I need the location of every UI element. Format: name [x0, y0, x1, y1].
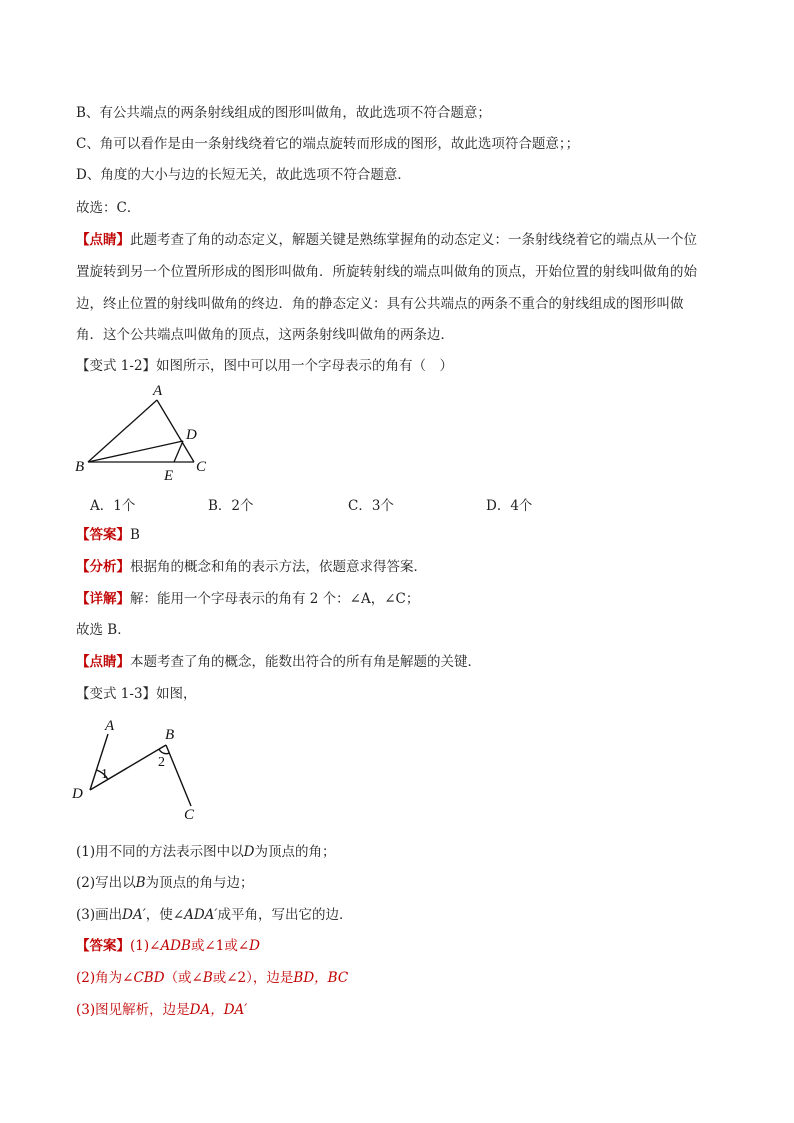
segment-bd	[88, 441, 183, 462]
option-b[interactable]: B．2个	[208, 498, 254, 514]
a2-var2: B	[202, 970, 213, 986]
options-row	[90, 494, 650, 514]
dianjing-text: 本题考查了角的概念，能数出符合的所有角是解题的关键．	[130, 654, 481, 670]
label-c: C	[196, 459, 207, 475]
option-c[interactable]: C．3个	[348, 498, 394, 514]
q2-var: B	[135, 875, 146, 891]
analysis-text: 根据角的概念和角的表示方法，依题意求得答案．	[130, 559, 427, 575]
answer-1	[76, 936, 260, 956]
segment-de	[174, 441, 183, 462]
dianjing-1-line-2: 置旋转到另一个位置所形成的图形叫做角．所旋转射线的端点叫做角的顶点，开始位置的射线叫做角的始	[76, 264, 697, 280]
a3-pre: (3)图见解析，边是	[76, 1002, 190, 1018]
q2-text: (2)写出以	[76, 875, 136, 891]
answer-line	[76, 525, 140, 545]
triangle-figure	[70, 378, 220, 488]
label-b: B	[165, 727, 175, 743]
variant-tag: 【变式 1-3】	[76, 686, 157, 702]
dianjing-2-line	[76, 652, 481, 672]
variant-1-3-question	[76, 684, 197, 704]
dianjing-1-line-1	[76, 230, 697, 250]
a2-mid: （或∠	[164, 970, 203, 986]
a3-var: DA，DA′	[189, 1002, 248, 1018]
ray-bc	[166, 745, 191, 806]
a2-pre: (2)角为∠	[76, 970, 134, 986]
a1-var: ADB	[160, 938, 191, 954]
answer-value: B	[130, 527, 140, 543]
label-angle-1: 1	[101, 767, 108, 782]
dianjing-tag: 【点睛】	[76, 232, 130, 248]
q1-var: D	[243, 844, 255, 860]
choose-line: 故选：C．	[76, 200, 141, 216]
label-d: D	[72, 786, 83, 802]
dianjing-text: 此题考查了角的动态定义，解题关键是熟练掌握角的动态定义：一条射线绕着它的端点从一个位	[130, 232, 697, 248]
q1-text: (1)用不同的方法表示图中以	[76, 844, 244, 860]
label-a: A	[105, 718, 115, 734]
answer-tag: 【答案】	[76, 938, 130, 954]
answer-2	[76, 968, 348, 988]
dianjing-1-line-3: 边，终止位置的射线叫做角的终边．角的静态定义：具有公共端点的两条不重合的射线组成的图形叫做	[76, 296, 684, 312]
q1-end: 为顶点的角；	[254, 844, 336, 860]
option-c-explanation: C、角可以看作是由一条射线绕着它的端点旋转而形成的图形，故此选项符合题意；；	[76, 136, 580, 152]
label-a: A	[153, 383, 163, 399]
question-3	[76, 905, 352, 925]
a2-var3: BD，BC	[293, 970, 349, 986]
detail-line	[76, 589, 419, 609]
option-d[interactable]: D．4个	[486, 498, 533, 514]
label-d: D	[186, 427, 197, 443]
dianjing-tag: 【点睛】	[76, 654, 130, 670]
question-1	[76, 842, 335, 862]
variant-tag: 【变式 1-2】	[76, 358, 157, 374]
analysis-tag: 【分析】	[76, 559, 130, 575]
q3-text: (3)画出	[76, 907, 123, 923]
label-e: E	[164, 468, 174, 484]
choose-b-line: 故选 B．	[76, 622, 131, 638]
question-2	[76, 873, 254, 893]
a2-var: CBD	[133, 970, 165, 986]
a2-mid2: 或∠2），边是	[212, 970, 294, 986]
analysis-line	[76, 557, 427, 577]
option-a[interactable]: A．1个	[90, 498, 136, 514]
q2-end: 为顶点的角与边；	[145, 875, 254, 891]
angle-figure	[64, 712, 214, 827]
segment-ba	[88, 400, 157, 462]
option-b-explanation: B、有公共端点的两条射线组成的图形叫做角，故此选项不符合题意；	[76, 105, 491, 121]
q3-mid: ，使∠	[145, 907, 185, 923]
q3-end: 成平角，写出它的边．	[217, 907, 353, 923]
q3-var2: ADA′	[184, 907, 218, 923]
dianjing-1-line-4: 角．这个公共端点叫做角的顶点，这两条射线叫做角的两条边．	[76, 327, 454, 343]
label-angle-2: 2	[158, 755, 165, 770]
detail-text: 解：能用一个字母表示的角有 2 个：∠A，∠C；	[130, 591, 420, 607]
answer-tag: 【答案】	[76, 527, 130, 543]
a1-end: 或∠1或∠	[190, 938, 250, 954]
label-c: C	[184, 807, 195, 823]
a1-var2: D	[249, 938, 260, 954]
q3-var1: DA′	[122, 907, 146, 923]
question-text: 如图所示，图中可以用一个字母表示的角有（ ）	[156, 358, 454, 374]
question-text: 如图，	[156, 686, 197, 702]
label-b: B	[75, 459, 85, 475]
a1-pre: (1)∠	[130, 938, 161, 954]
detail-tag: 【详解】	[76, 591, 130, 607]
variant-1-2-question	[76, 356, 453, 376]
option-d-explanation: D、角度的大小与边的长短无关，故此选项不符合题意．	[76, 167, 411, 183]
answer-3	[76, 1000, 247, 1020]
